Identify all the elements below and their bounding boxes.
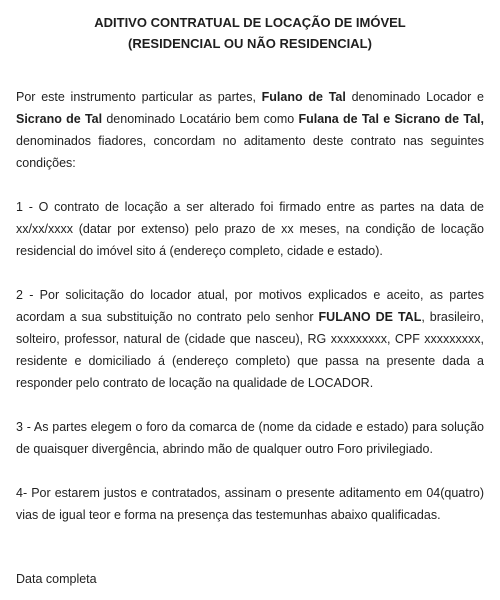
clause-2-text-1: 2 - Por solicitação do locador atual, por motivos explicados e aceito, as partes acordam a sua substituição no contrato pelo senhor: [16, 288, 484, 324]
intro-text-3: denominado Locatário bem como: [102, 112, 299, 126]
novo-locador-name: FULANO DE TAL: [318, 310, 422, 324]
intro-text-4: denominados fiadores, concordam no aditamento deste contrato nas seguintes condições:: [16, 134, 484, 170]
clause-2-text-2: , brasileiro, solteiro, professor, natural de (cidade que nasceu), RG xxxxxxxxx, CPF xxxxxxxxx, residente e domiciliado á (endereço completo) que passa na presente dada a responder pelo contrato de locação na qualidade de LOCADOR.: [16, 310, 484, 390]
locatario-name: Sicrano de Tal: [16, 112, 103, 126]
clause-3: 3 - As partes elegem o foro da comarca de (nome da cidade e estado) para solução de quaisquer divergência, abrindo mão de qualquer outro Foro privilegiado.: [16, 420, 484, 456]
intro-paragraph: [16, 86, 484, 174]
fiadores-names: Fulana de Tal e Sicrano de Tal,: [298, 112, 484, 126]
title-line-1: ADITIVO CONTRATUAL DE LOCAÇÃO DE IMÓVEL: [94, 15, 406, 30]
clause-4: 4- Por estarem justos e contratados, assinam o presente aditamento em 04(quatro) vias de igual teor e forma na presença das testemunhas abaixo qualificadas.: [16, 486, 484, 522]
title-line-2: (RESIDENCIAL OU NÃO RESIDENCIAL): [128, 36, 372, 51]
date-line: Data completa: [16, 572, 97, 586]
document-page: [16, 12, 484, 590]
locador-name: Fulano de Tal: [261, 90, 346, 104]
clause-1: 1 - O contrato de locação a ser alterado foi firmado entre as partes na data de xx/xx/xxxx (datar por extenso) pelo prazo de xx meses, na condição de locação residencial do imóvel sito á (endereço completo, cidade e estado).: [16, 200, 484, 258]
intro-text-1: Por este instrumento particular as partes,: [16, 90, 262, 104]
intro-text-2: denominado Locador e: [345, 90, 484, 104]
clause-2: [16, 284, 484, 394]
document-title: [16, 12, 484, 54]
